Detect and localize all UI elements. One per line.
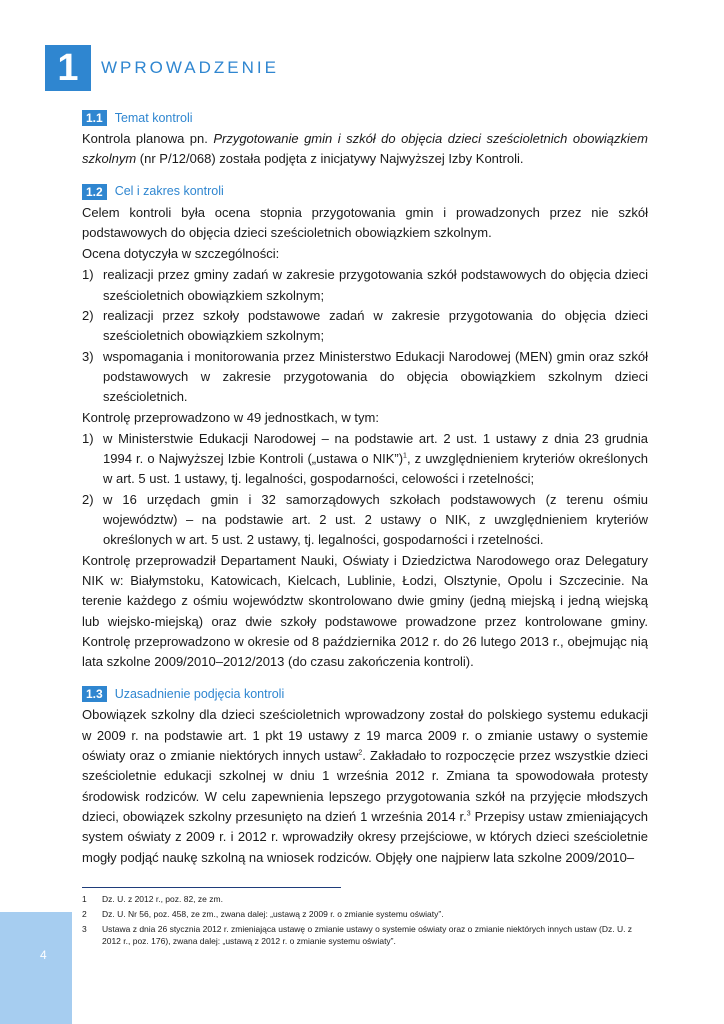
footnote: 1 Dz. U. z 2012 r., poz. 82, ze zm. [82, 894, 223, 904]
footnote: 2 Dz. U. Nr 56, poz. 458, ze zm., zwana dalej: „ustawą z 2009 r. o zmianie systemu oświaty”. [82, 909, 444, 919]
list-item: 1) realizacji przez gminy zadań w zakresie przygotowania szkół podstawowych do objęcia dzieci sześcioletnich obowiązkiem szkolnym; [82, 267, 648, 303]
footnote-ref: 1 [403, 452, 407, 460]
list-units [82, 429, 648, 551]
main-content [82, 110, 648, 869]
paragraph: Obowiązek szkolny dla dzieci sześcioletnich wprowadzony został do polskiego systemu edukacji w 2009 r. na podstawie art. 1 pkt 19 ustawy z 19 marca 2009 r. o zmianie ustawy o systemie oświaty oraz o zmianie niektórych innych ustaw$^2$. Zakładało to rozpoczęcie przez wszystkie dzieci sześcioletnie edukacji szkolnej w dniu 1 września 2012 r. Zmiana ta spowodowała protesty środowisk rodziców. W celu zapewnienia lepszego przygotowania szkół na przyjęcie młodszych dzieci, obowiązek szkolny przesunięto na dzień 1 września 2014 r.$^3$ Przepisy ustaw zmieniających system oświaty z 2009 r. i 2012 r. wprowadziły okresy przejściowe, w których dzieci sześcioletnie mogły podjąć naukę szkolną na wniosek rodziców. Objęły one najpierw lata szkolne 2009/2010– [82, 707, 648, 865]
section-title: Temat kontroli [114, 110, 193, 125]
list-item: 2) w 16 urzędach gmin i 32 samorządowych szkołach podstawowych (z terenu ośmiu województw) – na podstawie art. 2 ust. 2 ustawy o NIK, z uwzględnieniem kryteriów określonych w art. 5 ust. 2 ustawy, tj. legalności, gospodarności i rzetelności. [82, 491, 648, 548]
footnotes [82, 893, 648, 950]
paragraph: Ocena dotyczyła w szczególności: [82, 246, 280, 262]
paragraph: Kontrola planowa pn. Przygotowanie gmin i szkół do objęcia dzieci sześcioletnich obowiązkiem szkolnym (nr P/12/068) została podjęta z inicjatywy Najwyższej Izby Kontroli. [82, 131, 648, 167]
chapter-title: WPROWADZENIE [101, 58, 279, 77]
paragraph: Kontrolę przeprowadzono w 49 jednostkach, w tym: [82, 409, 379, 425]
footnote: 3 Ustawa z dnia 26 stycznia 2012 r. zmieniająca ustawę o zmianie ustawy o systemie oświaty oraz o zmianie niektórych innych ustaw (Dz. U. z 2012 r., poz. 176), zwana dalej: „ustawą z 2012 r. o zmianie systemu oświaty”. [82, 924, 633, 946]
paragraph: Celem kontroli była ocena stopnia przygotowania gmin i prowadzonych przez nie szkół podstawowych do objęcia dzieci sześcioletnich obowiązkiem szkolnym. [82, 204, 648, 240]
section-number: 1.2 [82, 184, 107, 200]
section-number: 1.1 [82, 110, 107, 126]
section-title: Uzasadnienie podjęcia kontroli [114, 687, 285, 702]
page-sidebar [0, 912, 72, 1024]
list-scope [82, 265, 648, 407]
section-title: Cel i zakres kontroli [114, 184, 224, 199]
paragraph: Kontrolę przeprowadził Departament Nauki, Oświaty i Dziedzictwa Narodowego oraz Delegatury NIK w: Białymstoku, Katowicach, Kielcach, Lublinie, Łodzi, Olsztynie, Opolu i Szczecinie. Na terenie każdego z ośmiu województw skontrolowano dwie gminy (jedną miejską i jedną wiejską lub wiejsko-miejską) oraz dwie szkoły podstawowe prowadzone przez kontrolowane gminy. Kontrolę przeprowadzono w okresie od 8 października 2012 r. do 26 lutego 2013 r., obejmując nią lata szkolne 2009/2010–2012/2013 (do czasu zakończenia kontroli). [82, 552, 648, 670]
list-item: 3) wspomagania i monitorowania przez Ministerstwo Edukacji Narodowej (MEN) gmin oraz szkół podstawowych w zakresie przygotowania do objęcia obowiązkiem szkolnym dzieci sześcioletnich. [82, 348, 648, 405]
footnote-ref: 3 [466, 810, 471, 818]
chapter-number: 1 [45, 45, 91, 91]
section-heading-1-1 [82, 110, 648, 126]
list-item: 1) w Ministerstwie Edukacji Narodowej – na podstawie art. 2 ust. 1 ustawy z dnia 23 grudnia 1994 r. o Najwyższej Izbie Kontroli („ustawa o NIK”)$^1$, z uwzględnieniem kryteriów określonych w art. 5 ust. 1 ustawy, tj. legalności, gospodarności, celowości i rzetelności; [82, 430, 648, 487]
section-heading-1-2 [82, 184, 648, 200]
list-item: 2) realizacji przez szkoły podstawowe zadań w zakresie przygotowania do objęcia dzieci sześcioletnich obowiązkiem szkolnym; [82, 308, 648, 344]
section-heading-1-3 [82, 686, 648, 702]
section-number: 1.3 [82, 686, 107, 702]
footnote-separator [82, 887, 341, 888]
footnote-ref: 2 [358, 749, 363, 757]
page-number: 4 [40, 948, 47, 962]
